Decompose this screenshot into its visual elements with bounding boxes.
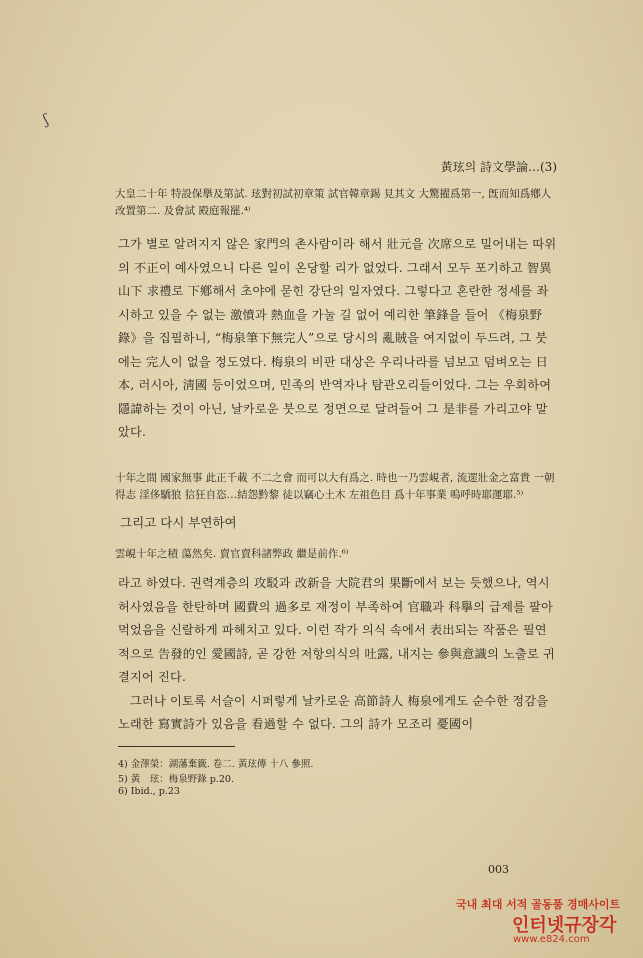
- footnote-divider: [118, 746, 235, 747]
- classical-quote-3: 雲峴十年之積 蕩然矣. 賣官賣科諸弊政 繼是前作.⁶⁾: [115, 548, 349, 560]
- running-head: 黃玹의 詩文學論…(3): [440, 160, 557, 174]
- page-number: 003: [488, 863, 509, 876]
- body-paragraph-2: [118, 572, 558, 737]
- classical-quote-2: 十年之間 國家無事 此正千載 不二之會 而可以大有爲之. 時也一乃雲峴者, 流遝壯金之富貴 一朝得志 淫侈驕狼 狺狂自恣…結怨黔黎 徒以竊心土木 左祖色目 爲十年事業 嗚呼時耶運耶.⁵⁾: [115, 472, 555, 501]
- body-paragraph-2a: 라고 하였다. 권력계층의 攻駁과 改新을 大院君의 果斷에서 보는 듯했으나, 역시 허사였음을 한탄하며 國費의 過多로 재정이 부족하여 官職과 科擧의 급제를 팔아먹었음을 신랄하게 파헤치고 있다. 이런 작가 의식 속에서 表出되는 작품은 필연적으로 告發的인 愛國詩, 곧 강한 저항의식의 吐露, 내지는 參與意識의 노출로 귀결지어 진다.: [118, 576, 556, 684]
- watermark-logo-text: 인터넷규장각: [512, 915, 617, 936]
- pen-mark: ʃ: [41, 111, 51, 129]
- intro-line: 그리고 다시 부연하여: [120, 515, 237, 530]
- classical-quote-1: 大皇二十年 特設保擧及第試. 玹對初試初章策 試官韓章錫 見其文 大驚擢爲第一, 旣而知爲鄕人 改置第二. 及會試 殿庭報罷.⁴⁾: [115, 188, 552, 217]
- footnote-4: 4) 金澤榮：湖藩棄籤. 卷二. 黃玹傳 十八 參照.: [118, 759, 314, 770]
- body-paragraph-1: 그가 별로 알려지지 않은 家門의 촌사람이라 해서 壯元을 次席으로 밀어내는 따위의 不正이 예사였으니 다른 일이 온당할 리가 없었다. 그래서 모두 포기하고 智異山下 求禮로 下鄕해서 초야에 묻힌 강단의 일자였다. 그렇다고 혼란한 정세를 좌시하고 있을 수 없는 激憤과 熱血을 가눌 길 없어 예리한 筆鋒을 들어 《梅泉野錄》을 집필하니, “梅泉筆下無完人”으로 당시의 亂賊을 여지없이 두드려, 그 붓에는 完人이 없을 정도였다. 梅泉의 비판 대상은 우리나라를 넘보고 덤벼오는 日本, 러시아, 淸國 등이었으며, 민족의 반역자나 탐관오리들이었다. 그는 우회하여 隱諱하는 것이 아닌, 날카로운 붓으로 정면으로 달려들어 그 是非를 가리고야 말았다.: [118, 237, 557, 439]
- watermark-url: www.e824.com: [513, 934, 590, 945]
- body-paragraph-2b: 그러나 이토록 서슬이 시퍼렇게 날카로운 高節詩人 梅泉에게도 순수한 정감을 노래한 寫實詩가 있음을 看過할 수 없다. 그의 詩가 모조리 憂國이: [118, 693, 549, 731]
- watermark-tagline: 국내 최대 서적 골동품 경매사이트: [456, 898, 621, 911]
- footnote-6: 6) Ibid., p.23: [118, 786, 180, 797]
- footnote-5: 5) 黃 玹：梅泉野錄 p.20.: [118, 774, 234, 785]
